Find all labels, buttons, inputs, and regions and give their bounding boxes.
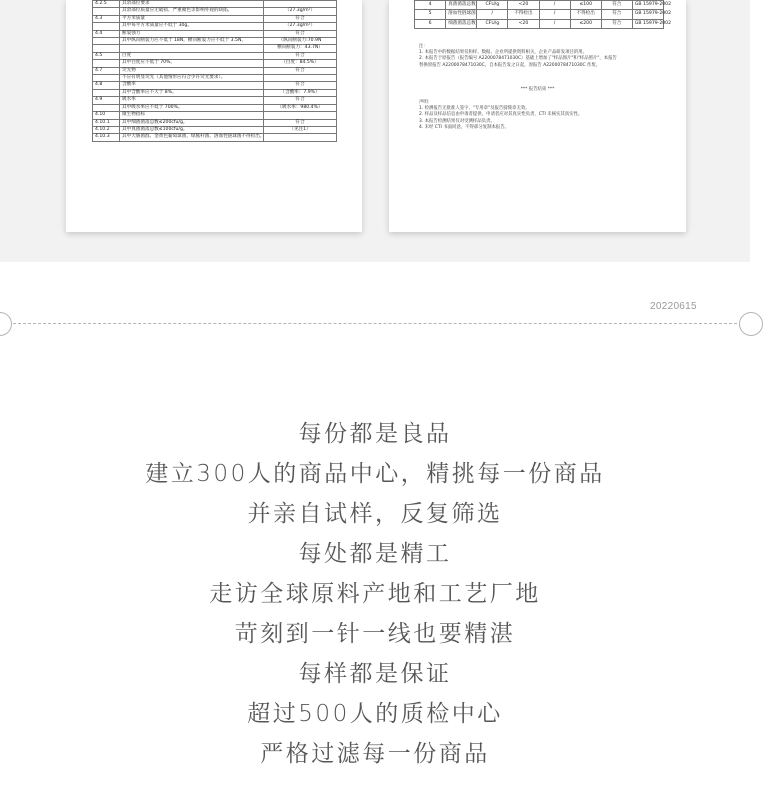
report-cell: 白度: [120, 52, 264, 59]
slogan-line: 建立300人的商品中心，精挑每一份商品: [145, 461, 605, 487]
note-line: 替换原报告 A2200078471030C，自本报告发之日起，原报告 A2200078471030C 作废。: [419, 62, 601, 68]
report-cell: 4.8: [93, 82, 120, 89]
date-stamp: 20220615: [650, 301, 697, 312]
report-cell: 4.10.2: [93, 126, 120, 133]
table-row: [93, 8, 337, 15]
right-report-table: [414, 0, 672, 29]
report-cell: 符合: [264, 67, 337, 74]
report-cell: [264, 112, 337, 119]
report-end-mark: *** 报告结束 ***: [520, 87, 555, 92]
report-notes: [419, 44, 617, 69]
table-row: [93, 45, 337, 52]
report-cell: 4.9: [93, 97, 120, 104]
report-cell: [120, 45, 264, 52]
report-cell: 4: [415, 1, 446, 10]
report-cell: （见注1）: [264, 126, 337, 133]
report-cell: 4.2.5: [93, 1, 120, 8]
report-cell: 符合: [264, 119, 337, 126]
report-cell: 横向断裂力：43.7N）: [264, 45, 337, 52]
report-cell: 4.10.1: [93, 119, 120, 126]
report-cell: 6: [415, 19, 446, 28]
note-line: 1. 本报告中的数据结果仅和样、数据、企业所提供资料相关，企业产品研发项目的用。: [419, 50, 588, 56]
report-cell: 符合: [601, 19, 632, 28]
table-row: [93, 97, 337, 104]
report-cell: 符合: [264, 52, 337, 59]
report-cell: 符合: [264, 82, 337, 89]
report-cell: <20: [508, 1, 539, 10]
report-cell: 其余部位要求: [120, 1, 264, 8]
report-cell: [93, 38, 120, 45]
report-cell: （27.3g/m²）: [264, 8, 337, 15]
slogan-line: 每处都是精工: [298, 541, 452, 567]
slogan-line: 每份都是良品: [298, 421, 452, 447]
report-cell: 微生物指标: [120, 112, 264, 119]
dashed-divider: [8, 323, 742, 324]
report-cell: 4.3: [93, 15, 120, 22]
report-cell: 其中每平方米质量应不低于 30g。: [120, 23, 264, 30]
table-row: [93, 30, 337, 37]
table-row: [93, 82, 337, 89]
report-cell: 含酸率: [120, 82, 264, 89]
slogan-line: 并亲自试样，反复筛选: [247, 501, 503, 527]
report-cell: 不得检出: [508, 10, 539, 19]
report-cell: 其余部位质量应无破损、严重褪色等影响外观的缺陷。: [120, 8, 264, 15]
report-cell: （白度：84.5%）: [264, 60, 337, 67]
report-cell: [93, 45, 120, 52]
report-cell: [264, 75, 337, 82]
table-row: [93, 119, 337, 126]
statement-line: 3. 本报告检测结果仅对受测样品负责。: [419, 118, 495, 124]
report-cell: 荧光物: [120, 67, 264, 74]
test-report-page-left: [66, 0, 362, 232]
report-cell: 符合: [264, 97, 337, 104]
report-cell: 其中白度应不低于 70%。: [120, 60, 264, 67]
test-report-page-right: [389, 0, 686, 232]
slogan-block: [0, 414, 750, 774]
report-cell: CFU/g: [477, 1, 508, 10]
statement-line: 4. 未经 CTI 书面同意，不得部分复制本报告。: [419, 124, 510, 130]
report-cell: （纵向断裂力:70.9N: [264, 38, 337, 45]
report-cell: 5: [415, 10, 446, 19]
report-cell: 其中吸水率应不低于 700%。: [120, 104, 264, 111]
statement-line: 1. 检测报告无批准人签字、"专用章"及报告骑缝章无效。: [419, 106, 530, 112]
report-cell: /: [539, 10, 570, 19]
note-line: 2. 本报告于原报告（报告编号 A2200078471030C）基础上增加了"样品图片"和"样品照片"，本报告: [419, 56, 617, 62]
slogan-line: 严格过滤每一份商品: [260, 741, 490, 767]
divider-notch-right: [739, 312, 763, 336]
report-cell: 细菌菌落总数: [446, 19, 477, 28]
table-row: [93, 67, 337, 74]
report-cell: 其中大肠菌群、金黄色葡萄球菌、绿脓杆菌、溶血性链球菌不得检出。: [120, 134, 264, 141]
report-cell: GB 15979-2002: [632, 1, 663, 10]
report-cell: 4.10: [93, 112, 120, 119]
report-cell: 溶血性链球菌: [446, 10, 477, 19]
notes-title: 注：: [419, 44, 428, 49]
report-cell: [93, 8, 120, 15]
report-cell: GB 15979-2002: [632, 10, 663, 19]
report-cell: 4.5: [93, 52, 120, 59]
report-cell: /: [539, 19, 570, 28]
report-cell: 真菌菌落总数: [446, 1, 477, 10]
divider-notch-left: [0, 312, 12, 336]
report-cell: [93, 23, 120, 30]
report-cell: 不得检出: [570, 10, 601, 19]
report-cell: <20: [508, 19, 539, 28]
report-cell: CFU/g: [477, 19, 508, 28]
report-cell: 平方米质量: [120, 15, 264, 22]
table-row: [93, 75, 337, 82]
report-cell: /: [539, 1, 570, 10]
report-cell: 4.4: [93, 30, 120, 37]
report-cell: 其中纵向断裂力应不低于 18N，横向断裂力应不低于 3.5N。: [120, 38, 264, 45]
report-cell: /: [477, 10, 508, 19]
table-row: [93, 23, 337, 30]
report-cell: [264, 134, 337, 141]
report-statement: [419, 100, 582, 131]
report-cell: GB 15979-2002: [632, 19, 663, 28]
table-row: [93, 112, 337, 119]
report-cell: （27.3g/m²）: [264, 23, 337, 30]
report-cell: 符合: [264, 15, 337, 22]
report-cell: 符合: [264, 30, 337, 37]
statement-line: 2. 样品及样品信息由申请者提供，申请者应对其真实性负责，CTI 未核实其真实性。: [419, 112, 583, 118]
table-row: [93, 134, 337, 141]
table-row: [93, 126, 337, 133]
slogan-line: 每样都是保证: [298, 661, 452, 687]
table-row: [93, 38, 337, 45]
report-cell: [93, 60, 120, 67]
report-cell: 其中真菌菌落总数≤100cfu/g。: [120, 126, 264, 133]
report-cell: （吸水率：980.4%）: [264, 104, 337, 111]
report-cell: [93, 104, 120, 111]
table-row: [93, 52, 337, 59]
left-report-table: [92, 0, 337, 142]
slogan-line: 超过500人的质检中心: [247, 701, 503, 727]
report-cell: 4.7: [93, 67, 120, 74]
report-cell: 断裂强力: [120, 30, 264, 37]
table-row: [415, 10, 664, 19]
report-cell: ≤200: [570, 19, 601, 28]
slogan-line: 走访全球原料产地和工艺厂地: [209, 581, 541, 607]
report-cell: 其中含酸率应不大于 8%。: [120, 89, 264, 96]
report-cell: 吸水率: [120, 97, 264, 104]
report-cell: ≤100: [570, 1, 601, 10]
table-row: [93, 89, 337, 96]
report-cell: [93, 89, 120, 96]
table-row: [93, 60, 337, 67]
slogan-line: 苛刻到一针一线也要精湛: [234, 621, 516, 647]
report-cell: [264, 1, 337, 8]
report-cell: [93, 75, 120, 82]
report-cell: 不应有明显荧光（其他情形应符合少许荧光要求）。: [120, 75, 264, 82]
report-cell: 符合: [601, 1, 632, 10]
report-cell: （含酸率：7.9%）: [264, 89, 337, 96]
table-row: [415, 1, 664, 10]
table-row: [415, 19, 664, 28]
report-cell: 符合: [601, 10, 632, 19]
table-row: [93, 1, 337, 8]
report-cell: 4.10.3: [93, 134, 120, 141]
statement-title: 声明：: [419, 100, 433, 105]
report-cell: 其中细菌菌落总数≤200cfu/g。: [120, 119, 264, 126]
table-row: [93, 15, 337, 22]
table-row: [93, 104, 337, 111]
